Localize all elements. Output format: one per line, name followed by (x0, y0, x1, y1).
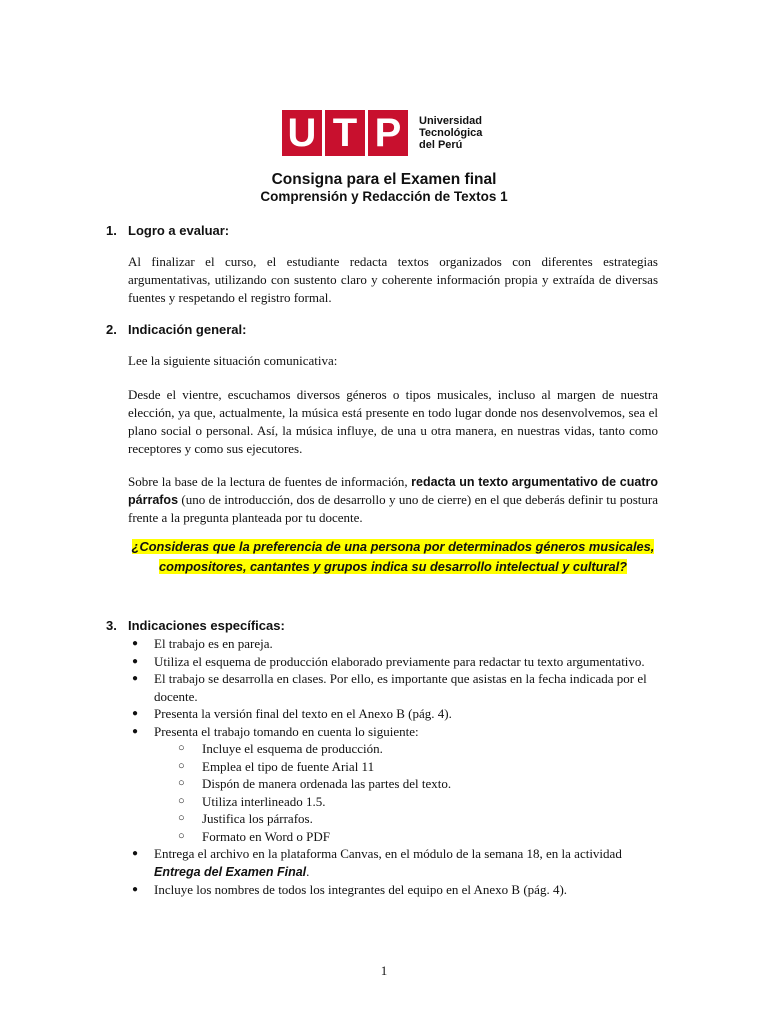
highlighted-question (128, 537, 658, 577)
section-3-title: Indicaciones específicas: (128, 618, 285, 633)
question-text: ¿Consideras que la preferencia de una persona por determinados géneros musicales, compositores, cantantes y grupos indica su desarrollo intelectual y cultural? (131, 539, 655, 574)
logo-university-name (419, 115, 482, 151)
logo-letter-u: U (282, 110, 322, 156)
section-3-number: 3. (106, 618, 117, 633)
canvas-text-end: . (306, 863, 310, 879)
list-item: ● El trabajo es en pareja. (128, 635, 658, 653)
section-2-intro: Lee la siguiente situación comunicativa: (128, 353, 338, 368)
sub-list-item: ○ Formato en Word o PDF (128, 828, 658, 846)
section-1-text: Al finalizar el curso, el estudiante redacta textos organizados con diferentes estrategias argumentativas, utilizando con sustento claro y coherente información propia y extraída de diversas fuentes y respetando el registro formal. (128, 254, 658, 305)
instruction-text-start: Sobre la base de la lectura de fuentes de información, (128, 474, 412, 489)
logo-line-2: Tecnológica (419, 127, 483, 139)
section-2-title: Indicación general: (128, 322, 247, 337)
logo-line-3: del Perú (419, 139, 463, 151)
canvas-activity-name: Entrega del Examen Final (154, 864, 307, 879)
instruction-bold: redacta un texto argumentativo de cuatro párrafos (128, 475, 658, 507)
section-2-instruction (128, 473, 658, 527)
section-2-number: 2. (106, 322, 117, 337)
sub-list-item: ○ Utiliza interlineado 1.5. (128, 793, 658, 811)
instruction-text-end: (uno de introducción, dos de desarrollo y uno de cierre) en el que deberás definir tu postura frente a la pregunta planteada por tu docente. (128, 492, 658, 525)
section-1-heading (106, 223, 229, 238)
section-1-title: Logro a evaluar: (128, 223, 230, 238)
document-title: Consigna para el Examen final (271, 171, 497, 188)
logo-letter-t: T (325, 110, 365, 156)
canvas-text-start: Entrega el archivo en la plataforma Canvas, en el módulo de la semana 18, en la actividad (154, 846, 622, 861)
sub-list-item: ○ Dispón de manera ordenada las partes del texto. (128, 775, 658, 793)
page-number: 1 (380, 963, 388, 978)
list-item: ● Incluye los nombres de todos los integrantes del equipo en el Anexo B (pág. 4). (128, 881, 658, 899)
section-2-heading (106, 322, 246, 337)
list-item: ● Utiliza el esquema de producción elaborado previamente para redactar tu texto argumentativo. (128, 653, 658, 671)
logo-line-1: Universidad (419, 115, 482, 127)
document-subtitle: Comprensión y Redacción de Textos 1 (260, 189, 508, 204)
specific-instructions-list (128, 635, 658, 899)
list-item: ● Presenta el trabajo tomando en cuenta lo siguiente: (128, 723, 658, 741)
list-item: ● Presenta la versión final del texto en el Anexo B (pág. 4). (128, 705, 658, 723)
section-2-paragraph: Desde el vientre, escuchamos diversos géneros o tipos musicales, incluso al margen de nuestra elección, ya que, actualmente, la música está presente en todo lugar donde nos desenvolvemos, sea el plano social o personal. Así, la música influye, de una u otra manera, en nuestras vidas, tanto como receptores y como sus ejecutores. (128, 387, 658, 456)
list-item: ● El trabajo se desarrolla en clases. Por ello, es importante que asistas en la fecha indicada por el docente. (128, 670, 658, 705)
sub-list-item: ○ Incluye el esquema de producción. (128, 740, 658, 758)
logo-letter-p: P (368, 110, 408, 156)
utp-logo-letters (282, 110, 411, 156)
sub-list-item: ○ Justifica los párrafos. (128, 810, 658, 828)
section-1-number: 1. (106, 223, 117, 238)
sub-list-item: ○ Emplea el tipo de fuente Arial 11 (128, 758, 658, 776)
section-3-heading (106, 618, 285, 633)
list-item-canvas (128, 845, 658, 881)
utp-logo (282, 110, 482, 156)
